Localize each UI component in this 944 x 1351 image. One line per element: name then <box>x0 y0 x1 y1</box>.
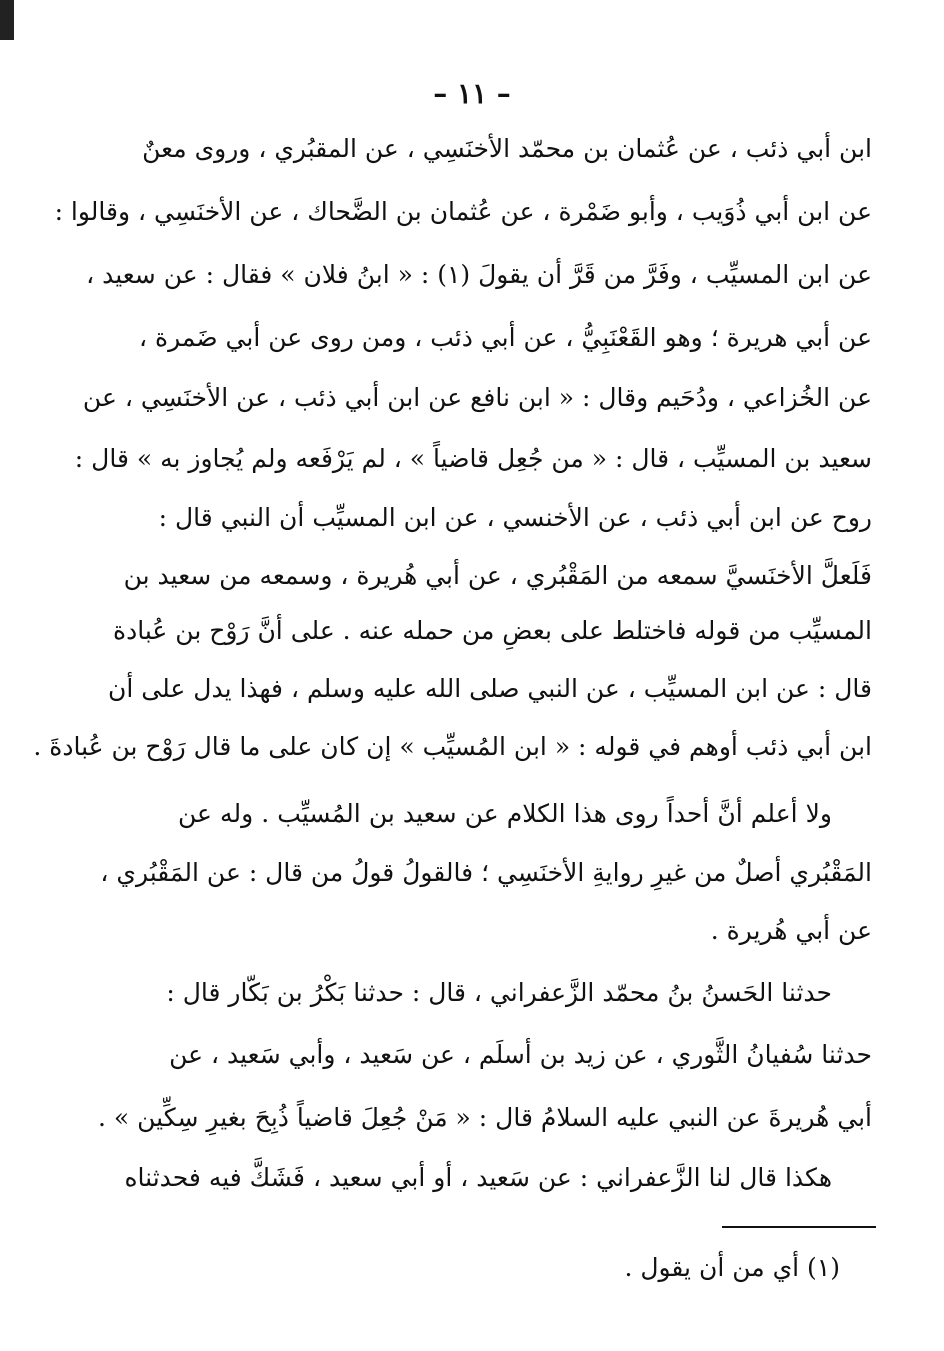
text-line: روح عن ابن أبي ذئب ، عن الأخنسي ، عن ابن المسيِّب أن النبي قال : <box>158 503 872 532</box>
text-line: المَقْبُري أصلٌ من غيرِ روايةِ الأخنَسِي ؛ فالقولُ قولُ من قال : عن المَقْبُري ، <box>100 858 872 887</box>
text-line: أبي هُريرةَ عن النبي عليه السلامُ قال : « مَنْ جُعِلَ قاضياً ذُبِحَ بغيرِ سِكِّين » . <box>98 1103 872 1132</box>
text-line: المسيِّب من قوله فاختلط على بعضِ من حمله عنه . على أنَّ رَوْح بن عُبادة <box>113 616 872 645</box>
text-line: ابن أبي ذئب ، عن عُثمان بن محمّد الأخنَسِي ، عن المقبُري ، وروى معنٌ <box>142 134 872 163</box>
text-line: حدثنا سُفيانُ الثَّوري ، عن زيد بن أسلَم ، عن سَعيد ، وأبي سَعيد ، عن <box>169 1040 872 1069</box>
text-line: عن أبي هُريرة . <box>710 916 872 945</box>
text-line: عن الخُزاعي ، ودُحَيم وقال : « ابن نافع عن ابن أبي ذئب ، عن الأخنَسِي ، عن <box>82 383 872 412</box>
page-number: – ١١ – <box>433 77 511 110</box>
paragraph-start-line: ولا أعلم أنَّ أحداً روى هذا الكلام عن سعيد بن المُسيِّب . وله عن <box>178 799 832 828</box>
footnote: (١) أي من أن يقول . <box>624 1253 840 1282</box>
text-line: فَلَعلَّ الأخنَسيَّ سمعه من المَقْبُري ، عن أبي هُريرة ، وسمعه من سعيد بن <box>123 561 872 590</box>
text-line: ابن أبي ذئب أوهم في قوله : « ابن المُسيِّب » إن كان على ما قال رَوْح بن عُبادةَ . <box>33 732 872 761</box>
footnote-rule <box>722 1226 876 1228</box>
text-line: سعيد بن المسيِّب ، قال : « من جُعِل قاضياً » ، لم يَرْفَعه ولم يُجاوز به » قال : <box>74 444 872 473</box>
text-line: عن أبي هريرة ؛ وهو القَعْنَبِيُّ ، عن أبي ذئب ، ومن روى عن أبي ضَمرة ، <box>139 323 872 352</box>
text-line: قال : عن ابن المسيِّب ، عن النبي صلى الله عليه وسلم ، فهذا يدل على أن <box>108 674 872 703</box>
paragraph-start-line: هكذا قال لنا الزَّعفراني : عن سَعيد ، أو أبي سعيد ، فَشَكَّ فيه فحدثناه <box>124 1163 832 1192</box>
text-line: عن ابن المسيِّب ، وفَرَّ من قَرَّ أن يقولَ (١) : « ابنُ فلان » فقال : عن سعيد ، <box>86 260 872 289</box>
paragraph-start-line: حدثنا الحَسنُ بنُ محمّد الزَّعفراني ، قال : حدثنا بَكْرُ بن بَكّار قال : <box>166 978 832 1007</box>
scan-edge-mark <box>0 0 14 40</box>
text-line: عن ابن أبي ذُوَيب ، وأبو ضَمْرة ، عن عُثمان بن الضَّحاك ، عن الأخنَسِي ، وقالوا : <box>54 197 872 226</box>
